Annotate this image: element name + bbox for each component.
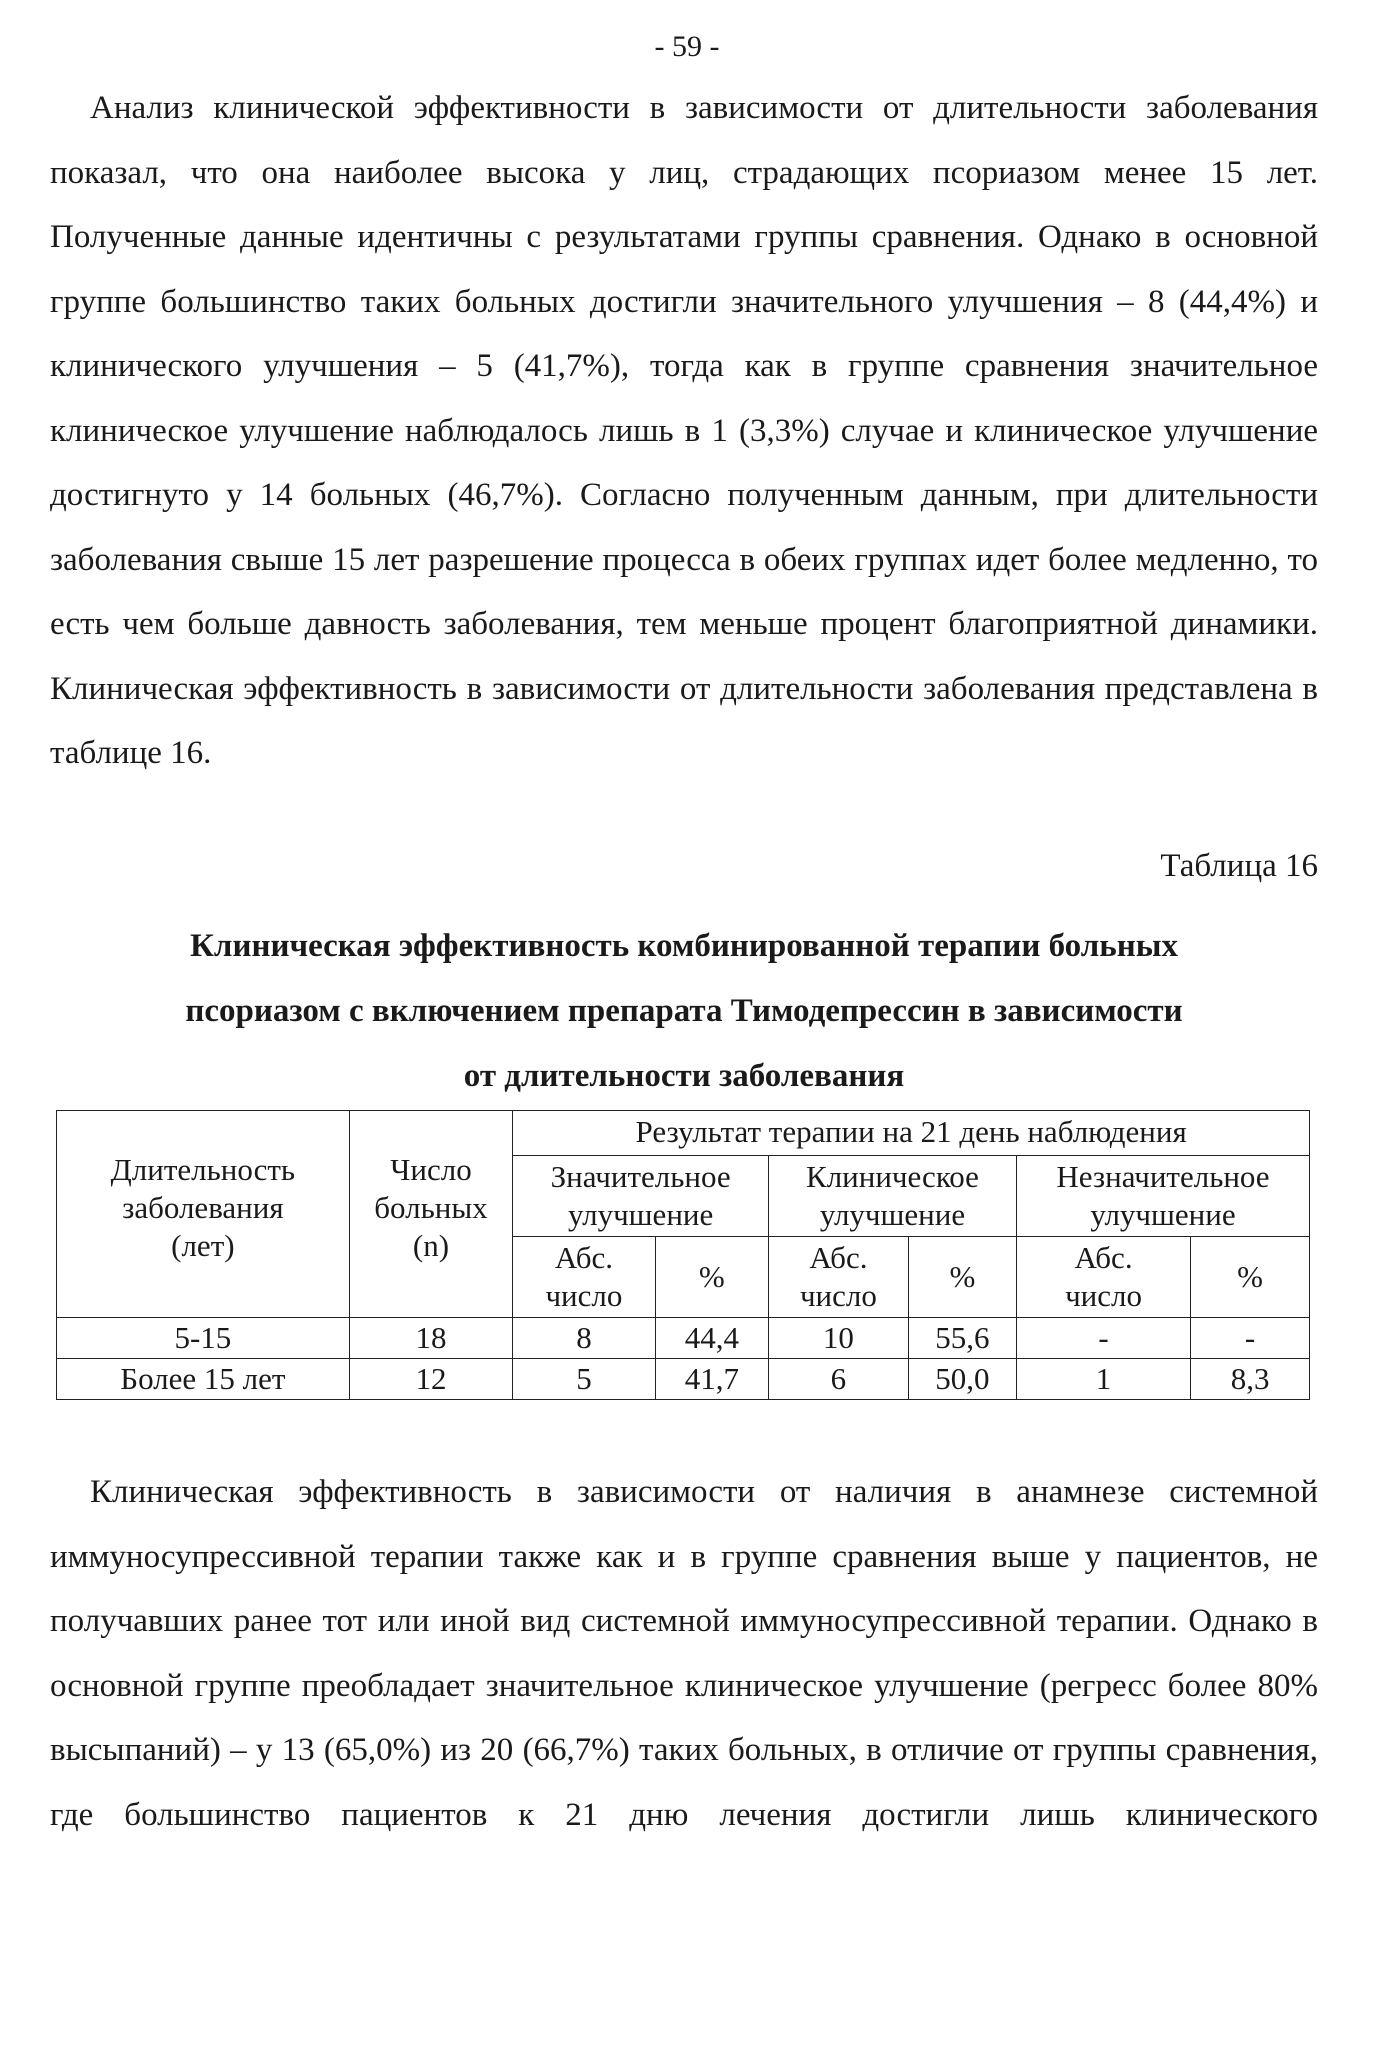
header-insig-abs-line-2: число (1065, 1278, 1142, 1313)
header-clin-abs (769, 1237, 909, 1318)
header-significant (513, 1156, 769, 1237)
table-label: Таблица 16 (1160, 848, 1318, 884)
cell-insig-pct: - (1191, 1318, 1310, 1359)
header-clin-pct: % (908, 1237, 1016, 1318)
header-clinical-line-2: улучшение (819, 1197, 966, 1232)
table-title (50, 914, 1318, 1109)
header-insig-abs (1016, 1237, 1190, 1318)
header-sig-abs (513, 1237, 655, 1318)
page-number: - 59 - (654, 30, 720, 63)
header-sig-abs-line-1: Абс. (554, 1240, 613, 1275)
header-duration-line-1: Длительность (110, 1152, 296, 1187)
header-count-line-3: (n) (412, 1228, 450, 1263)
cell-insig-abs: - (1016, 1318, 1190, 1359)
header-insignificant-line-1: Незначительное (1056, 1159, 1270, 1194)
header-duration-line-2: заболевания (122, 1190, 284, 1225)
header-count-line-1: Число (390, 1152, 472, 1187)
header-count-line-2: больных (374, 1190, 488, 1225)
cell-sig-pct: 44,4 (655, 1318, 768, 1359)
table-title-line-2: псориазом с включением препарата Тимодепрессин в зависимости (185, 993, 1183, 1029)
table-title-line-1: Клиническая эффективность комбинированной терапии больных (190, 928, 1178, 964)
table-row (57, 1359, 1310, 1400)
paragraph-1-text: Анализ клинической эффективности в зависимости от длительности заболевания показал, что она наиболее высока у лиц, страдающих псориазом менее 15 лет. Полученные данные идентичны с результатами группы сравнения. Однако в основной группе большинство таких больных достигли значительного улучшения – 8 (44,4%) и клинического улучшения – 5 (41,7%), тогда как в группе сравнения значительное клиническое улучшение наблюдалось лишь в 1 (3,3%) случае и клиническое улучшение достигнуто у 14 больных (46,7%). Согласно полученным данным, при длительности заболевания свыше 15 лет разрешение процесса в обеих группах идет более медленно, то есть чем больше давность заболевания, тем меньше процент благоприятной динамики. Клиническая эффективность в зависимости от длительности заболевания представлена в таблице 16. (50, 90, 1318, 771)
header-clin-abs-line-2: число (799, 1278, 877, 1313)
cell-duration: 5-15 (57, 1318, 350, 1359)
header-duration (57, 1111, 350, 1318)
cell-clin-pct: 50,0 (908, 1359, 1016, 1400)
table-title-line-3: от длительности заболевания (463, 1058, 905, 1094)
cell-clin-pct: 55,6 (908, 1318, 1016, 1359)
paragraph-2-text: Клиническая эффективность в зависимости от наличия в анамнезе системной иммуносупрессивной терапии также как и в группе сравнения выше у пациентов, не получавших ранее тот или иной вид системной иммуносупрессивной терапии. Однако в основной группе преобладает значительное клиническое улучшение (регресс более 80% высыпаний) – у 13 (65,0%) из 20 (66,7%) таких больных, в отличие от группы сравнения, где большинство пациентов к 21 дню лечения достигли лишь клинического (50, 1474, 1318, 1833)
cell-clin-abs: 10 (769, 1318, 909, 1359)
cell-duration: Более 15 лет (57, 1359, 350, 1400)
cell-clin-abs: 6 (769, 1359, 909, 1400)
cell-insig-abs: 1 (1016, 1359, 1190, 1400)
paragraph-1 (50, 76, 1318, 786)
results-table (56, 1110, 1310, 1400)
header-clin-abs-line-1: Абс. (809, 1240, 868, 1275)
cell-sig-abs: 5 (513, 1359, 655, 1400)
header-insig-pct: % (1191, 1237, 1310, 1318)
cell-sig-pct: 41,7 (655, 1359, 768, 1400)
header-insignificant (1016, 1156, 1309, 1237)
header-insignificant-line-2: улучшение (1090, 1197, 1236, 1232)
header-result-group: Результат терапии на 21 день наблюдения (513, 1111, 1310, 1156)
header-duration-line-3: (лет) (171, 1228, 235, 1263)
header-count (349, 1111, 513, 1318)
header-clinical (769, 1156, 1017, 1237)
cell-count: 12 (349, 1359, 513, 1400)
cell-count: 18 (349, 1318, 513, 1359)
header-clinical-line-1: Клиническое (806, 1159, 979, 1194)
header-sig-abs-line-2: число (545, 1278, 623, 1313)
cell-insig-pct: 8,3 (1191, 1359, 1310, 1400)
header-significant-line-1: Значительное (550, 1159, 731, 1194)
header-insig-abs-line-1: Абс. (1074, 1240, 1133, 1275)
paragraph-2 (50, 1460, 1318, 1847)
table-row (57, 1318, 1310, 1359)
header-significant-line-2: улучшение (567, 1197, 714, 1232)
cell-sig-abs: 8 (513, 1318, 655, 1359)
header-sig-pct: % (655, 1237, 768, 1318)
